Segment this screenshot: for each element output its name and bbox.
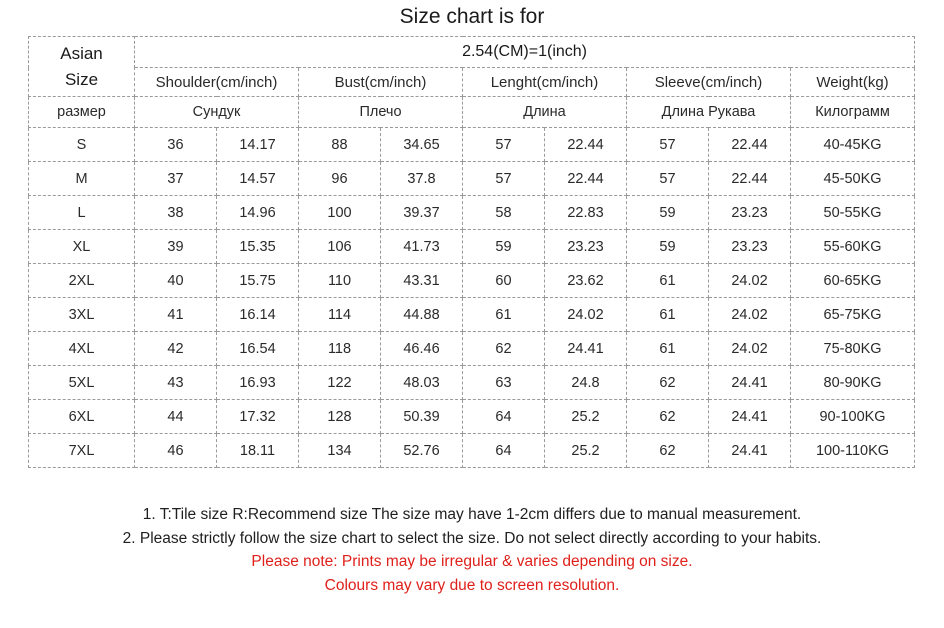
table-row (29, 332, 915, 366)
sleeve-cm-cell: 62 (627, 366, 709, 400)
notes-section (0, 503, 944, 597)
bust-inch-cell: 39.37 (381, 196, 463, 230)
size-cell: 5XL (29, 366, 135, 400)
sleeve-cm-cell: 62 (627, 400, 709, 434)
table-row (29, 400, 915, 434)
size-cell: 6XL (29, 400, 135, 434)
sleeve-inch-cell: 24.41 (709, 434, 791, 468)
sleeve-inch-cell: 24.41 (709, 366, 791, 400)
russian-header-size: размер (29, 97, 135, 128)
bust-cm-cell: 96 (299, 162, 381, 196)
shoulder-cm-cell: 38 (135, 196, 217, 230)
russian-header-sleeve: Длина Рукава (627, 97, 791, 128)
russian-header-weight: Килограмм (791, 97, 915, 128)
table-row (29, 196, 915, 230)
shoulder-cm-cell: 36 (135, 128, 217, 162)
weight-cell: 80-90KG (791, 366, 915, 400)
bust-cm-cell: 106 (299, 230, 381, 264)
shoulder-cm-cell: 44 (135, 400, 217, 434)
bust-inch-cell: 37.8 (381, 162, 463, 196)
bust-inch-cell: 50.39 (381, 400, 463, 434)
weight-cell: 75-80KG (791, 332, 915, 366)
length-inch-cell: 23.62 (545, 264, 627, 298)
sleeve-cm-cell: 61 (627, 298, 709, 332)
length-inch-cell: 22.83 (545, 196, 627, 230)
shoulder-inch-cell: 16.54 (217, 332, 299, 366)
column-header-bust: Bust(cm/inch) (299, 68, 463, 97)
table-row (29, 366, 915, 400)
sleeve-inch-cell: 24.02 (709, 264, 791, 298)
sleeve-cm-cell: 62 (627, 434, 709, 468)
size-cell: L (29, 196, 135, 230)
weight-cell: 45-50KG (791, 162, 915, 196)
length-cm-cell: 57 (463, 162, 545, 196)
length-cm-cell: 58 (463, 196, 545, 230)
table-row (29, 230, 915, 264)
page-title: Size chart is for (399, 5, 545, 28)
sleeve-inch-cell: 24.41 (709, 400, 791, 434)
length-cm-cell: 60 (463, 264, 545, 298)
asian-size-header (29, 37, 135, 97)
shoulder-inch-cell: 14.96 (217, 196, 299, 230)
weight-cell: 60-65KG (791, 264, 915, 298)
table-row (29, 128, 915, 162)
size-cell: 2XL (29, 264, 135, 298)
length-cm-cell: 61 (463, 298, 545, 332)
length-inch-cell: 24.41 (545, 332, 627, 366)
table-row (29, 162, 915, 196)
bust-inch-cell: 44.88 (381, 298, 463, 332)
sleeve-cm-cell: 57 (627, 162, 709, 196)
shoulder-inch-cell: 17.32 (217, 400, 299, 434)
sleeve-cm-cell: 61 (627, 332, 709, 366)
asian-size-label-line2: Size (64, 69, 99, 89)
sleeve-cm-cell: 61 (627, 264, 709, 298)
sleeve-inch-cell: 23.23 (709, 230, 791, 264)
column-header-length: Lenght(cm/inch) (463, 68, 627, 97)
weight-cell: 40-45KG (791, 128, 915, 162)
note-line: Colours may vary due to screen resolution. (324, 576, 620, 594)
russian-header-bust: Плечо (299, 97, 463, 128)
length-cm-cell: 64 (463, 400, 545, 434)
table-row (29, 264, 915, 298)
sleeve-inch-cell: 22.44 (709, 162, 791, 196)
length-inch-cell: 24.8 (545, 366, 627, 400)
size-cell: S (29, 128, 135, 162)
shoulder-inch-cell: 16.93 (217, 366, 299, 400)
weight-cell: 100-110KG (791, 434, 915, 468)
bust-cm-cell: 128 (299, 400, 381, 434)
weight-cell: 90-100KG (791, 400, 915, 434)
size-chart-table (28, 36, 915, 468)
shoulder-inch-cell: 14.17 (217, 128, 299, 162)
note-line: 2. Please strictly follow the size chart to select the size. Do not select directly according to your habits. (122, 529, 822, 547)
shoulder-inch-cell: 18.11 (217, 434, 299, 468)
column-header-weight: Weight(kg) (791, 68, 915, 97)
bust-cm-cell: 122 (299, 366, 381, 400)
note-line: Please note: Prints may be irregular & varies depending on size. (251, 553, 693, 570)
shoulder-inch-cell: 15.35 (217, 230, 299, 264)
weight-cell: 65-75KG (791, 298, 915, 332)
table-row (29, 298, 915, 332)
column-header-sleeve: Sleeve(cm/inch) (627, 68, 791, 97)
length-inch-cell: 25.2 (545, 434, 627, 468)
bust-inch-cell: 52.76 (381, 434, 463, 468)
shoulder-cm-cell: 37 (135, 162, 217, 196)
size-cell: 7XL (29, 434, 135, 468)
conversion-header: 2.54(CM)=1(inch) (135, 37, 915, 68)
length-cm-cell: 59 (463, 230, 545, 264)
note-line: 1. T:Tile size R:Recommend size The size may have 1-2cm differs due to manual measurement. (142, 506, 802, 523)
bust-cm-cell: 114 (299, 298, 381, 332)
sleeve-inch-cell: 24.02 (709, 298, 791, 332)
size-cell: 3XL (29, 298, 135, 332)
size-cell: M (29, 162, 135, 196)
weight-cell: 50-55KG (791, 196, 915, 230)
sleeve-cm-cell: 59 (627, 230, 709, 264)
bust-cm-cell: 134 (299, 434, 381, 468)
length-cm-cell: 57 (463, 128, 545, 162)
bust-inch-cell: 34.65 (381, 128, 463, 162)
weight-cell: 55-60KG (791, 230, 915, 264)
shoulder-cm-cell: 40 (135, 264, 217, 298)
sleeve-inch-cell: 24.02 (709, 332, 791, 366)
bust-inch-cell: 43.31 (381, 264, 463, 298)
bust-cm-cell: 88 (299, 128, 381, 162)
length-inch-cell: 22.44 (545, 162, 627, 196)
sleeve-inch-cell: 23.23 (709, 196, 791, 230)
sleeve-cm-cell: 59 (627, 196, 709, 230)
bust-inch-cell: 46.46 (381, 332, 463, 366)
sleeve-cm-cell: 57 (627, 128, 709, 162)
length-inch-cell: 25.2 (545, 400, 627, 434)
bust-cm-cell: 100 (299, 196, 381, 230)
bust-inch-cell: 48.03 (381, 366, 463, 400)
russian-header-length: Длина (463, 97, 627, 128)
length-cm-cell: 64 (463, 434, 545, 468)
shoulder-inch-cell: 14.57 (217, 162, 299, 196)
bust-cm-cell: 110 (299, 264, 381, 298)
asian-size-label-line1: Asian (60, 43, 103, 63)
shoulder-inch-cell: 16.14 (217, 298, 299, 332)
size-cell: XL (29, 230, 135, 264)
shoulder-cm-cell: 42 (135, 332, 217, 366)
shoulder-cm-cell: 43 (135, 366, 217, 400)
column-header-shoulder: Shoulder(cm/inch) (135, 68, 299, 97)
shoulder-cm-cell: 39 (135, 230, 217, 264)
sleeve-inch-cell: 22.44 (709, 128, 791, 162)
shoulder-inch-cell: 15.75 (217, 264, 299, 298)
shoulder-cm-cell: 41 (135, 298, 217, 332)
bust-cm-cell: 118 (299, 332, 381, 366)
table-row (29, 434, 915, 468)
length-inch-cell: 22.44 (545, 128, 627, 162)
shoulder-cm-cell: 46 (135, 434, 217, 468)
length-cm-cell: 62 (463, 332, 545, 366)
length-cm-cell: 63 (463, 366, 545, 400)
length-inch-cell: 23.23 (545, 230, 627, 264)
size-cell: 4XL (29, 332, 135, 366)
bust-inch-cell: 41.73 (381, 230, 463, 264)
length-inch-cell: 24.02 (545, 298, 627, 332)
russian-header-shoulder: Сундук (135, 97, 299, 128)
